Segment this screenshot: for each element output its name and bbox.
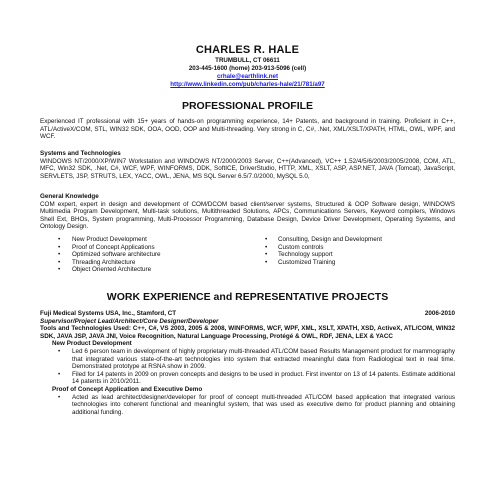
candidate-name: CHARLES R. HALE <box>195 44 300 56</box>
project-bullet-text: Acted as lead architect/designer/developer for proof of concept multi-threaded ATL/COM based application that integrated various technologies into coherent functional and meaningful system, that was used as executive demo for product planning and obtaining additional funding. <box>72 393 455 416</box>
email-link[interactable]: crhale@earthlink.net <box>216 73 279 80</box>
knowledge-text: COM expert, expert in design and development of COM/DCOM based client/server systems, Structured & OOP Software design, WINDOWS Multimedia Program Development, Multi-task solutions, Multithreaded Solutions, APCs, Communications Servers, Keyword compilers, Windows Shell Ext, BHOs, System programming, Multi-Processor Programming, Database Design, Device Driver Development, Operating Systems, and Ontology Design. <box>40 200 455 231</box>
skill-item: • Customized Training <box>260 259 455 267</box>
skill-item: • Consulting, Design and Development <box>260 236 455 244</box>
job-entry <box>40 310 455 416</box>
bullet-icon: • <box>58 393 61 401</box>
skill-item: • Technology support <box>260 251 455 259</box>
profile-section-title: PROFESSIONAL PROFILE <box>181 100 314 112</box>
job-dates: 2006-2010 <box>424 310 455 317</box>
linkedin-link[interactable]: http://www.linkedin.com/pub/charles-hale/21/781/a97 <box>170 81 325 88</box>
profile-summary: Experienced IT professional with 15+ years of hands-on programming experience, 14+ Patents, and background in training. Proficient in C++, ATL/ActiveX/COM, STL, WIN32 SDK, OOA, OOD, OOP and Multi-threading. Very strong in C, C#, .Net, XML/XSLT/XPATH, HTML, OWL, WPF, and WCF. <box>40 118 455 141</box>
skill-item: • New Product Development <box>40 236 260 244</box>
project-bullet <box>40 394 455 417</box>
candidate-phones: 203-445-1600 (home) 203-913-5096 (cell) <box>188 65 307 72</box>
job-header-row <box>40 310 455 318</box>
skills-lists <box>40 236 455 274</box>
candidate-address: TRUMBULL, CT 06611 <box>215 57 280 64</box>
project-bullet-text: Led 6 person team in development of highly proprietary multi-threaded ATL/COM based Results Management product for mammography that integrated various state-of-the-art technologies into system that extracted meaningful data from Radiological text in real time. Demonstrated prototype at RSNA show in 2009. <box>72 347 455 371</box>
skill-item: • Optimized software architecture <box>40 251 260 259</box>
job-role: Supervisor/Project Lead/Architect/Core Designer/Developer <box>40 317 219 325</box>
skill-item: • Custom controls <box>260 244 455 252</box>
project-heading-proof-of-concept: Proof of Concept Application and Executive Demo <box>52 385 203 393</box>
bullet-icon: • <box>58 370 61 378</box>
project-bullet <box>40 371 455 386</box>
project-bullet <box>40 348 455 371</box>
skills-right-column <box>260 236 455 274</box>
resume-header <box>0 44 495 89</box>
systems-heading: Systems and Technologies <box>40 150 121 157</box>
project-bullet-text: Filed for 14 patents in 2009 on proven concepts and designs to be used in product. First inventor on 13 of 14 patents. Estimate additional 14 patents in 2010/2011. <box>72 370 455 386</box>
job-company: Fuji Medical Systems USA, Inc., Stamford, CT <box>40 310 177 317</box>
systems-section <box>40 150 455 180</box>
skills-left-column <box>40 236 260 274</box>
systems-text: WINDOWS NT/2000/XP/WIN7 Workstation and WINDOWS NT/2000/2003 Server, C++(Advanced), VC++ 1.52/4/5/6/2003/2005/2008, COM, ATL, MFC, Win32 SDK, .Net, C#, WCF, WPF, WINFORMS, DDK, SoftICE, DriverStudio, HTTP, XML, XSLT, ASP, ASP.NET, JAVA (Tomcat), JavaScript, SERVLETS, JSP, STRUTS, LEX, YACC, OWL, JENA, MS SQL Server 6.5/7.0/2000, MySQL 5.0, <box>40 157 455 180</box>
knowledge-section <box>40 193 455 231</box>
skill-item: • Proof of Concept Applications <box>40 244 260 252</box>
knowledge-heading: General Knowledge <box>40 193 99 200</box>
project-heading-new-product: New Product Development <box>52 340 132 348</box>
job-tools: Tools and Technologies Used: C++, C#, VS 2003, 2005 & 2008, WINFORMS, WCF, WPF, XML, XSLT, XPATH, XSD, ActiveX, ATL/COM, WIN32 SDK, JAVA JSP, JAVA JNI, Voice Recognition, Natural Language Processing, Protégé & OWL, RDF, JENA, LEX & YACC <box>40 325 455 340</box>
experience-section-title: WORK EXPERIENCE and REPRESENTATIVE PROJECTS <box>106 291 389 303</box>
skill-item: • Threading Architecture <box>40 259 260 267</box>
skill-item: • Object Oriented Architecture <box>40 266 260 274</box>
bullet-icon: • <box>58 347 61 355</box>
